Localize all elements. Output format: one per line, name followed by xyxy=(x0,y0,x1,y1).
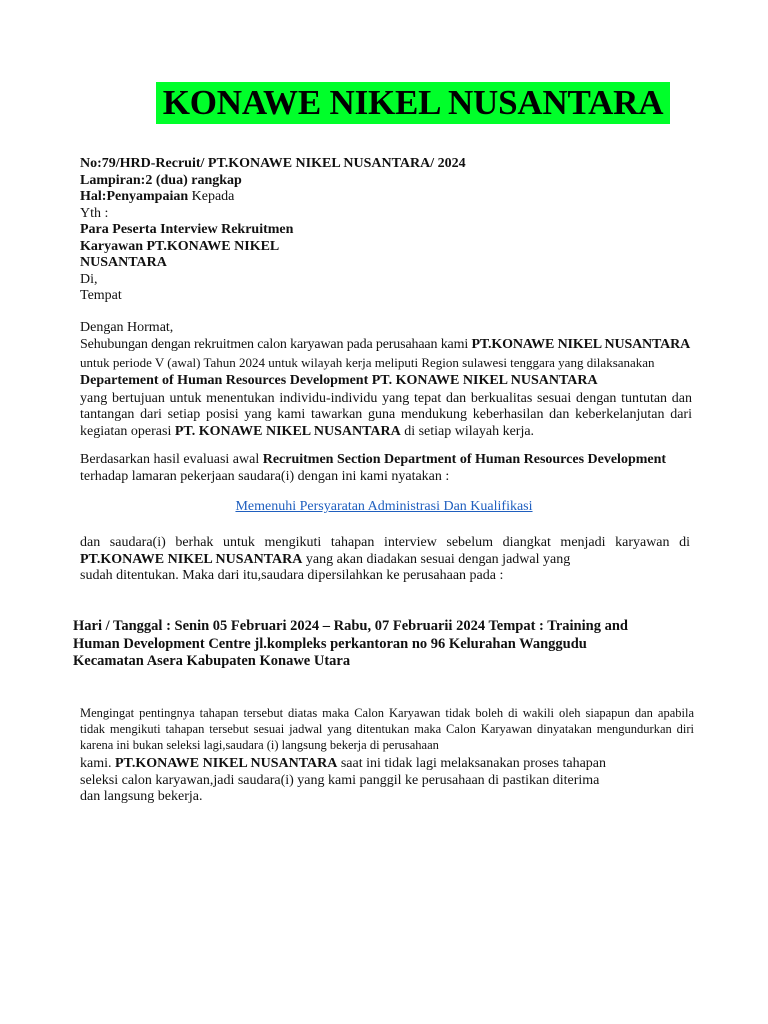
opening-purpose xyxy=(80,391,692,441)
opening-paragraph xyxy=(80,320,692,440)
schedule-line-2: Human Development Centre jl.kompleks perkantoran no 96 Kelurahan Wanggudu xyxy=(73,635,587,652)
evaluation-paragraph xyxy=(80,452,692,485)
schedule-block xyxy=(73,618,673,671)
yth-line: Yth : xyxy=(80,205,109,221)
letter-number: No:79/HRD-Recruit/ PT.KONAWE NIKEL NUSANTARA/ 2024 xyxy=(80,156,466,171)
purpose-end: di setiap wilayah kerja. xyxy=(400,423,535,439)
next-step-text: yang akan diadakan sesuai dengan jadwal yang xyxy=(302,551,571,567)
recipient-line-1: Para Peserta Interview Rekruitmen xyxy=(80,222,294,237)
evaluation-text: Berdasarkan hasil evaluasi awal xyxy=(80,452,263,467)
subject-rest: Kepada xyxy=(188,189,235,204)
evaluation-department: Recruitmen Section Department of Human Resources Development xyxy=(262,452,667,467)
company-name: PT. KONAWE NIKEL NUSANTARA xyxy=(174,423,401,439)
next-step-paragraph xyxy=(80,535,692,585)
schedule-line-1: Hari / Tanggal : Senin 05 Februari 2024 – Rabu, 07 Februarii 2024 Tempat : Training and xyxy=(73,618,628,634)
opening-line-1 xyxy=(80,337,692,354)
closing-line-1 xyxy=(80,756,694,773)
company-title: KONAWE NIKEL NUSANTARA xyxy=(156,82,670,124)
company-name: PT.KONAWE NIKEL NUSANTARA xyxy=(471,336,691,352)
closing-pre: kami. xyxy=(80,756,115,771)
next-step-line-3: sudah ditentukan. Maka dari itu,saudara dipersilahkan ke perusahaan pada : xyxy=(80,568,504,583)
next-step-line-1: dan saudara(i) berhak untuk mengikuti tahapan interview sebelum diangkat menjadi karyawan di xyxy=(80,535,690,550)
purpose-text: yang bertujuan untuk menentukan individu-individu yang tepat dan berkualitas sesuai dengan tuntutan dan tantangan dari setiap posisi yang kami tawarkan guna mendukung keberhasilan dan keberkelanjutan dari kegiatan operasi xyxy=(80,390,692,439)
recipient-line-3: NUSANTARA xyxy=(80,255,167,270)
schedule-line-3: Kecamatan Asera Kabupaten Konawe Utara xyxy=(73,653,351,669)
letter-header xyxy=(80,156,692,305)
evaluation-line-2: terhadap lamaran pekerjaan saudara(i) dengan ini kami nyatakan : xyxy=(80,468,450,484)
closing-paragraph xyxy=(80,705,694,806)
subject-label: Hal:Penyampaian xyxy=(80,189,189,204)
closing-line-3: dan langsung bekerja. xyxy=(80,789,203,804)
recipient-line-2: Karyawan PT.KONAWE NIKEL xyxy=(80,238,280,254)
opening-line-3 xyxy=(80,373,692,390)
evaluation-line-1 xyxy=(80,452,692,469)
subject-line xyxy=(80,189,692,206)
greeting: Dengan Hormat, xyxy=(80,320,174,335)
company-name: PT.KONAWE NIKEL NUSANTARA xyxy=(115,756,338,771)
closing-text: saat ini tidak lagi melaksanakan proses tahapan xyxy=(337,756,606,771)
opening-line-2: untuk periode V (awal) Tahun 2024 untuk wilayah kerja meliputi Region sulawesi tenggara yang dilaksanakan xyxy=(80,355,655,370)
closing-notice: Mengingat pentingnya tahapan tersebut diatas maka Calon Karyawan tidak boleh di wakili oleh siapapun dan apabila tidak mengikuti tahapan tersebut sesuai jadwal yang ditentukan maka Calon Karyawan dinyatakan mengundurkan diri karena ini bukan seleksi lagi,saudara (i) langsung bekerja di perusahaan xyxy=(80,706,694,752)
tempat-line: Tempat xyxy=(80,288,122,303)
closing-line-2: seleksi calon karyawan,jadi saudara(i) yang kami panggil ke perusahaan di pastikan diterima xyxy=(80,772,600,788)
company-name: PT. KONAWE NIKEL NUSANTARA xyxy=(371,373,598,388)
company-name: PT.KONAWE NIKEL NUSANTARA xyxy=(80,551,303,567)
next-step-line-2 xyxy=(80,552,692,569)
di-line: Di, xyxy=(80,271,98,287)
attachment-line: Lampiran:2 (dua) rangkap xyxy=(80,172,242,188)
opening-text: Sehubungan dengan rekruitmen calon karyawan pada perusahaan kami xyxy=(80,336,472,352)
result-link[interactable]: Memenuhi Persyaratan Administrasi Dan Kualifikasi xyxy=(235,499,533,514)
department-name: Departement of Human Resources Development xyxy=(80,373,372,388)
